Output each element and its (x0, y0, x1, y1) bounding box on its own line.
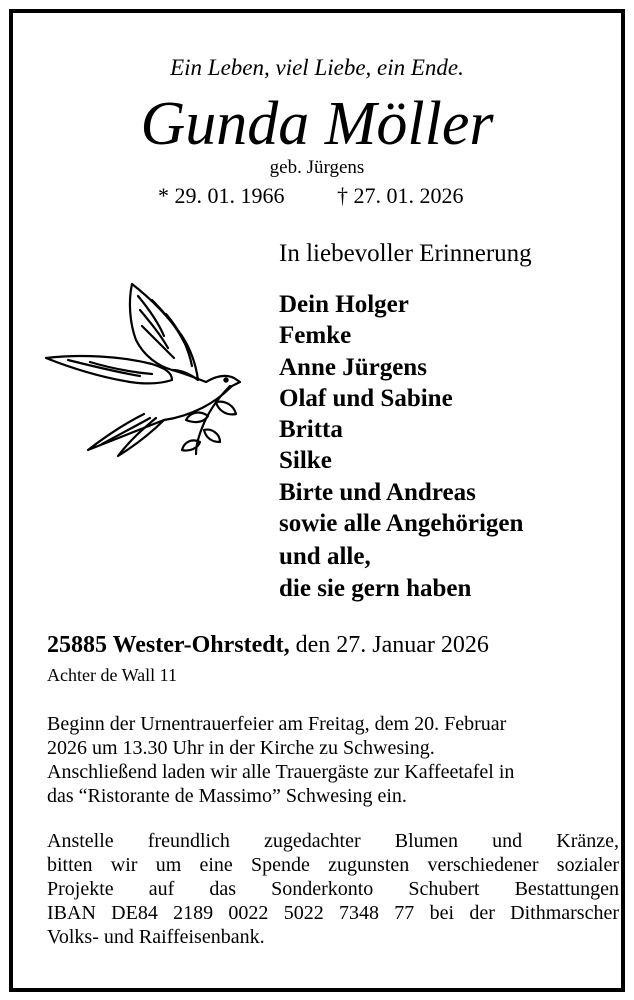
date: den 27. Januar 2026 (289, 632, 489, 658)
dove-with-olive-branch-icon (40, 278, 245, 463)
paragraph-line: das “Ristorante de Massimo” Schwesing ein. (47, 785, 407, 807)
mourner-line: Birte und Andreas (279, 478, 476, 506)
place: 25885 Wester-Ohrstedt, (47, 632, 290, 658)
mourner-line: die sie gern haben (279, 574, 472, 602)
mourner-line: und alle, (279, 543, 371, 571)
paragraph-line: Anschließend laden wir alle Trauergäste zur Kaffeetafel in (47, 761, 515, 783)
mourners-list (279, 289, 523, 604)
paragraph-line: Beginn der Urnentrauerfeier am Freitag, dem 20. Februar (47, 713, 507, 735)
paragraph-line: 2026 um 13.30 Uhr in der Kirche zu Schwesing. (47, 737, 435, 759)
street-address: Achter de Wall 11 (47, 665, 178, 685)
paragraph-line: Anstelle freundlich zugedachter Blumen und Kränze, (47, 830, 619, 852)
paragraph-line: Volks- und Raiffeisenbank. (47, 926, 265, 948)
paragraph-line: Projekte auf das Sonderkonto Schubert Bestattungen (47, 878, 619, 900)
mourner-line: Britta (279, 416, 343, 444)
deceased-name: Gunda Möller (140, 90, 494, 158)
mourner-line: Femke (279, 322, 352, 350)
mourner-line: Olaf und Sabine (279, 384, 453, 412)
birth-name: geb. Jürgens (269, 157, 365, 178)
mourner-line: Dein Holger (279, 291, 409, 318)
remembrance-line: In liebevoller Erinnerung (279, 240, 532, 267)
mourner-line: sowie alle Angehörigen (279, 510, 524, 538)
donation-paragraph (47, 829, 619, 949)
paragraph-line: IBAN DE84 2189 0022 5022 7348 77 bei der Dithmarscher (47, 902, 619, 924)
mourner-line: Silke (279, 447, 332, 475)
place-and-date (47, 632, 489, 659)
birth-date: * 29. 01. 1966 (158, 183, 285, 208)
paragraph-line: bitten wir um eine Spende zugunsten verschiedener sozialer (47, 854, 619, 876)
death-date: † 27. 01. 2026 (337, 183, 464, 208)
mourner-line: Anne Jürgens (279, 353, 427, 381)
ceremony-paragraph (47, 712, 619, 808)
motto: Ein Leben, viel Liebe, ein Ende. (170, 55, 464, 80)
